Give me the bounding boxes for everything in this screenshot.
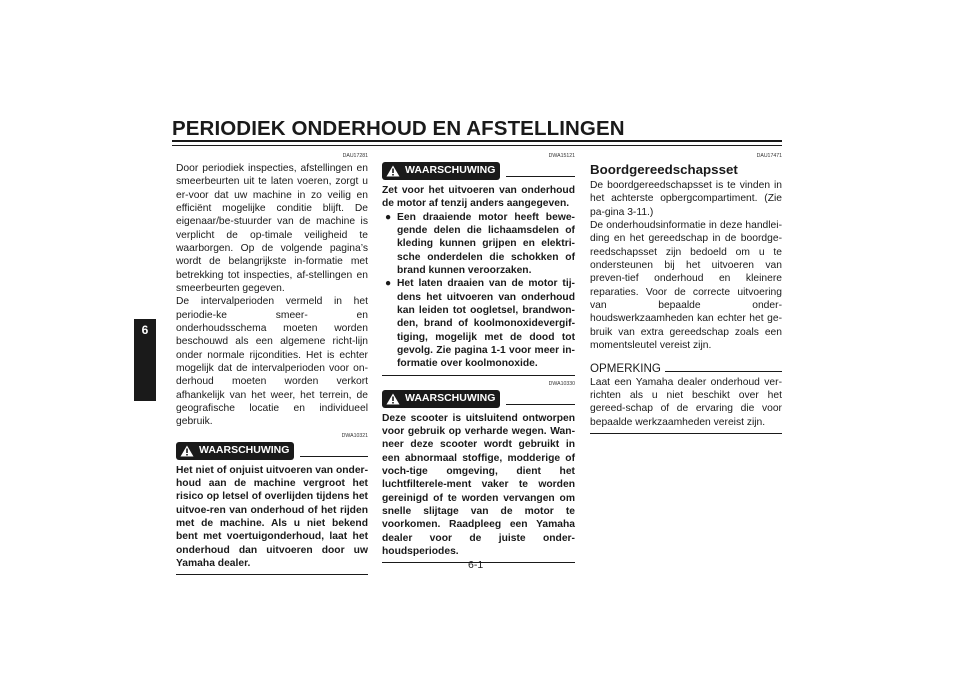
section-code: DAU17281 [342,153,368,159]
warning-text: Het niet of onjuist uitvoeren van onder-houd aan de machine vergroot het risico op letsel of overlijden tijdens het uitvoe-ren van onderhoud of het rijden met de machine. Als u niet bekend bent met voertuigonderhoud, laat het onderhoud dan uitvoeren door uw Yamaha dealer. [176,464,368,569]
toolkit-info-paragraph: De onderhoudsinformatie in deze handlei-ding en het gereedschap in de boordge-reedschapsset zijn bedoeld om u te ondersteunen bij het uitvoeren van preven-tief onderhoud en kleinere reparaties. Voor de correcte uitvoering van bepaalde onder-houdswerkzaamheden kan echter het ge-bruik van extra gereedschap zoals een momentsleutel vereist zijn. [590,219,782,351]
warning-code: DWA10330 [548,380,575,387]
warning-triangle-icon [386,165,400,177]
warning-code: DWA10321 [341,432,368,439]
bullet-icon: ● [385,278,392,290]
list-item [382,211,575,278]
warning-label: WAARSCHUWING [199,443,290,456]
warning-rule [300,456,368,457]
warning-label: WAARSCHUWING [405,164,496,177]
warning-header [382,390,575,408]
title-rule-secondary [172,145,782,146]
page-title: PERIODIEK ONDERHOUD EN AFSTELLINGEN [172,117,625,140]
warning-header [382,162,575,180]
chapter-tab: 6 [134,319,156,401]
warning-badge [176,442,294,460]
toolkit-paragraph: De boordgereedschapsset is te vinden in het achterste opbergcompartiment. (Zie pa-gina 3-11.) [590,180,782,218]
note-rule [665,371,782,372]
warning-end-rule [382,375,575,376]
warning-text: Deze scooter is uitsluitend ontworpen voor gebruik op verharde wegen. Wan-neer deze scooter wordt gebruikt in een abnormaal stoffige, modderige of voch-tige omgeving, dient het luchtfilterele-ment vaker te worden gereinigd of te worden vervangen om snelle slijtage van de motor te voorkomen. Raadpleeg een Yamaha dealer voor de juiste onder-houdsperiodes. [382,412,575,557]
column-3 [590,152,782,434]
note-header [590,362,782,375]
list-item [382,277,575,370]
column-1 [176,152,368,575]
warning-triangle-icon [386,393,400,405]
page-number: 6-1 [468,559,484,571]
warning-badge [382,390,500,408]
warning-text: Zet voor het uitvoeren van onderhoud de motor af tenzij anders aangegeven. [382,185,575,210]
warning-triangle-icon [180,445,194,457]
interval-paragraph: De intervalperioden vermeld in het periodie-ke smeer- en onderhoudsschema moeten worden beschouwd als een algemene richt-lijn onder normale rijcondities. Het is echter mogelijk dat de intervalperioden voor on-derhoud moeten worden verkort afhankelijk van het weer, het terrein, de geografische locatie en individueel gebruik. [176,296,368,428]
column-2 [382,152,575,563]
warning-header [176,442,368,460]
warning-badge [382,162,500,180]
warning-label: WAARSCHUWING [405,391,496,404]
warning-rule [506,404,575,405]
note-end-rule [590,433,782,434]
bullet-icon: ● [385,211,392,223]
list-item-text: Een draaiende motor heeft bewe-gende delen die lichaamsdelen of kleding kunnen grijpen en elektri-sche onderdelen die schokken of brand kunnen veroorzaken. [397,211,575,276]
list-item-text: Het laten draaien van de motor tij-dens het uitvoeren van onderhoud kan leiden tot oogletsel, brandwon-den, brand of koolmonoxidevergif-tiging, mogelijk met de dood tot gevolg. Zie pagina 1-1 voor meer in-formatie over koolmonoxide. [397,278,575,370]
intro-paragraph: Door periodiek inspecties, afstellingen en smeerbeurten uit te laten voeren, zorgt u er-voor dat uw machine in zo veilig en efficiënt mogelijke conditie blijft. De eigenaar/be-stuurder van de machine is verplicht de op-timale veiligheid te waarborgen. Op de volgende pagina’s wordt de belangrijkste in-formatie met betrekking tot inspecties, af-stellingen en smeerbeurten gegeven. [176,163,368,294]
warning-code: DWA15121 [548,153,575,159]
section-code: DAU17471 [756,153,782,159]
section-title: Boordgereedschapsset [590,162,738,177]
note-text: Laat een Yamaha dealer onderhoud ver-richten als u niet beschikt over het gereed-schap of de ervaring die voor bepaalde werkzaamheden vereist zijn. [590,376,782,428]
title-rule [172,140,782,142]
warning-end-rule [176,574,368,575]
note-label: OPMERKING [590,362,661,376]
warning-rule [506,176,575,177]
